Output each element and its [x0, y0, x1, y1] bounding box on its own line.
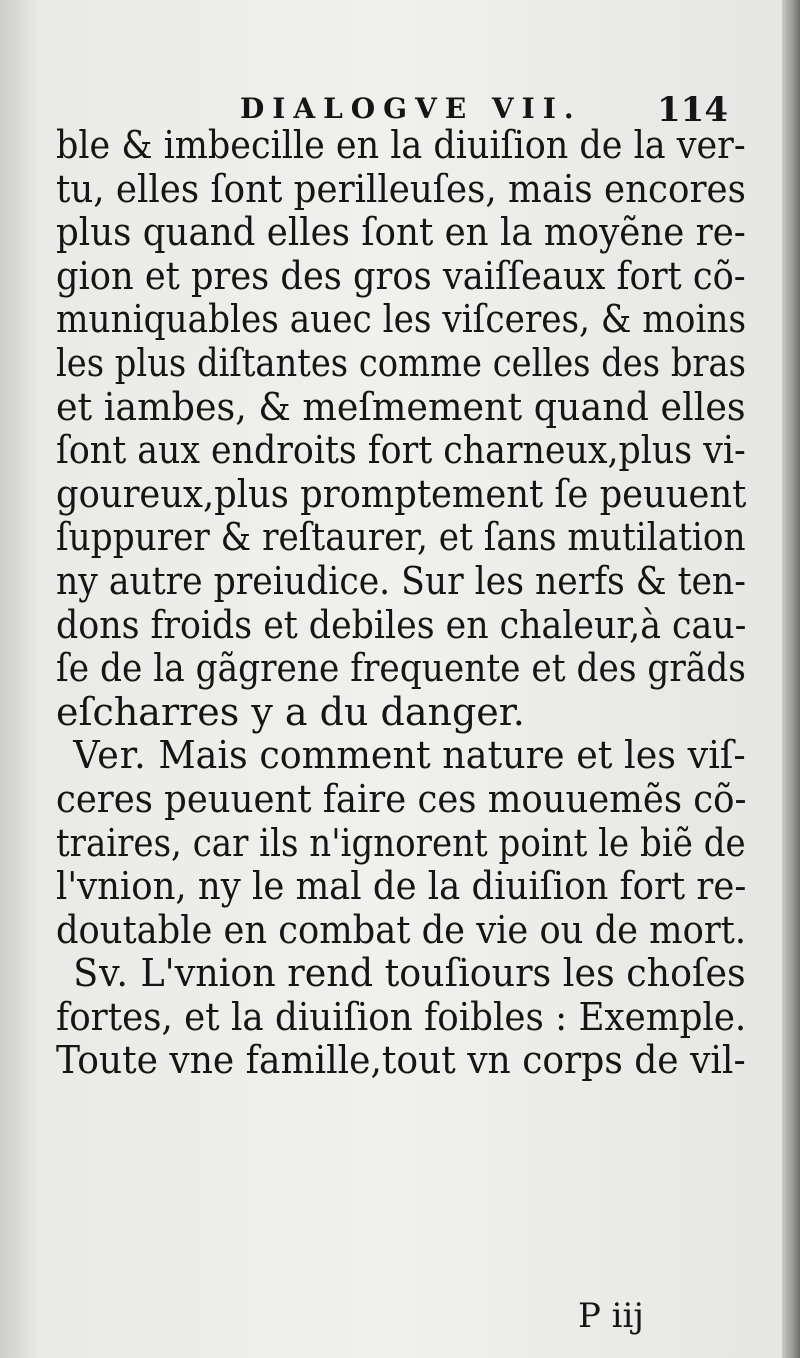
text-line: doutable en combat de vie ou de mort. [56, 907, 747, 952]
text-line: Toute vne famille,tout vn corps de vil- [56, 1038, 746, 1083]
speaker-label: Ver. [73, 733, 147, 778]
text-line: ceres peuuent faire ces mouuemẽs cõ- [56, 776, 747, 821]
text-line: ſe de la gãgrene frequente et des grãds [56, 646, 746, 691]
text-line: l'vnion, ny le mal de la diuiſion fort re- [56, 864, 747, 909]
text-line [56, 733, 746, 778]
text-line: goureux,plus promptement ſe peuuent [56, 471, 747, 516]
text-line: eſcharres y a du danger. [56, 689, 525, 734]
text-line: ny autre preiudice. Sur les nerfs & ten- [56, 558, 746, 603]
signature-mark: P iij [578, 1296, 644, 1336]
line-text: Mais comment nature et les viſ- [158, 733, 746, 778]
text-line: et iambes, & meſmement quand elles [56, 384, 746, 429]
text-line: ble & imbecille en la diuiſion de la ver- [56, 123, 746, 167]
text-line: dons froids et debiles en chaleur,à cau- [56, 602, 747, 647]
line-text: L'vnion rend touſiours les choſes [140, 951, 746, 996]
page-edge [782, 0, 800, 1358]
text-line: muniquables auec les viſceres, & moins [56, 297, 747, 342]
page-gutter-shadow [0, 0, 40, 1358]
text-line: ſont aux endroits fort charneux,plus vi- [56, 428, 746, 473]
text-line: traires, car ils n'ignorent point le biẽ de [56, 820, 746, 865]
text-line: tu, elles ſont perilleuſes, mais encores [56, 166, 746, 211]
body-text [56, 124, 746, 1083]
text-line: gion et pres des gros vaiſſeaux fort cõ- [56, 253, 746, 298]
running-title: DIALOGVE VII. [240, 92, 582, 125]
text-line: ſuppurer & reſtaurer, et ſans mutilation [56, 515, 746, 560]
text-line: les plus diſtantes comme celles des bras [56, 340, 746, 385]
text-line: plus quand elles ſont en la moyẽne re- [56, 210, 746, 255]
page-number: 114 [657, 90, 728, 130]
speaker-label: Sv. [73, 951, 129, 996]
text-line [56, 951, 746, 996]
text-line: fortes, et la diuiſion foibles : Exemple. [56, 994, 747, 1039]
